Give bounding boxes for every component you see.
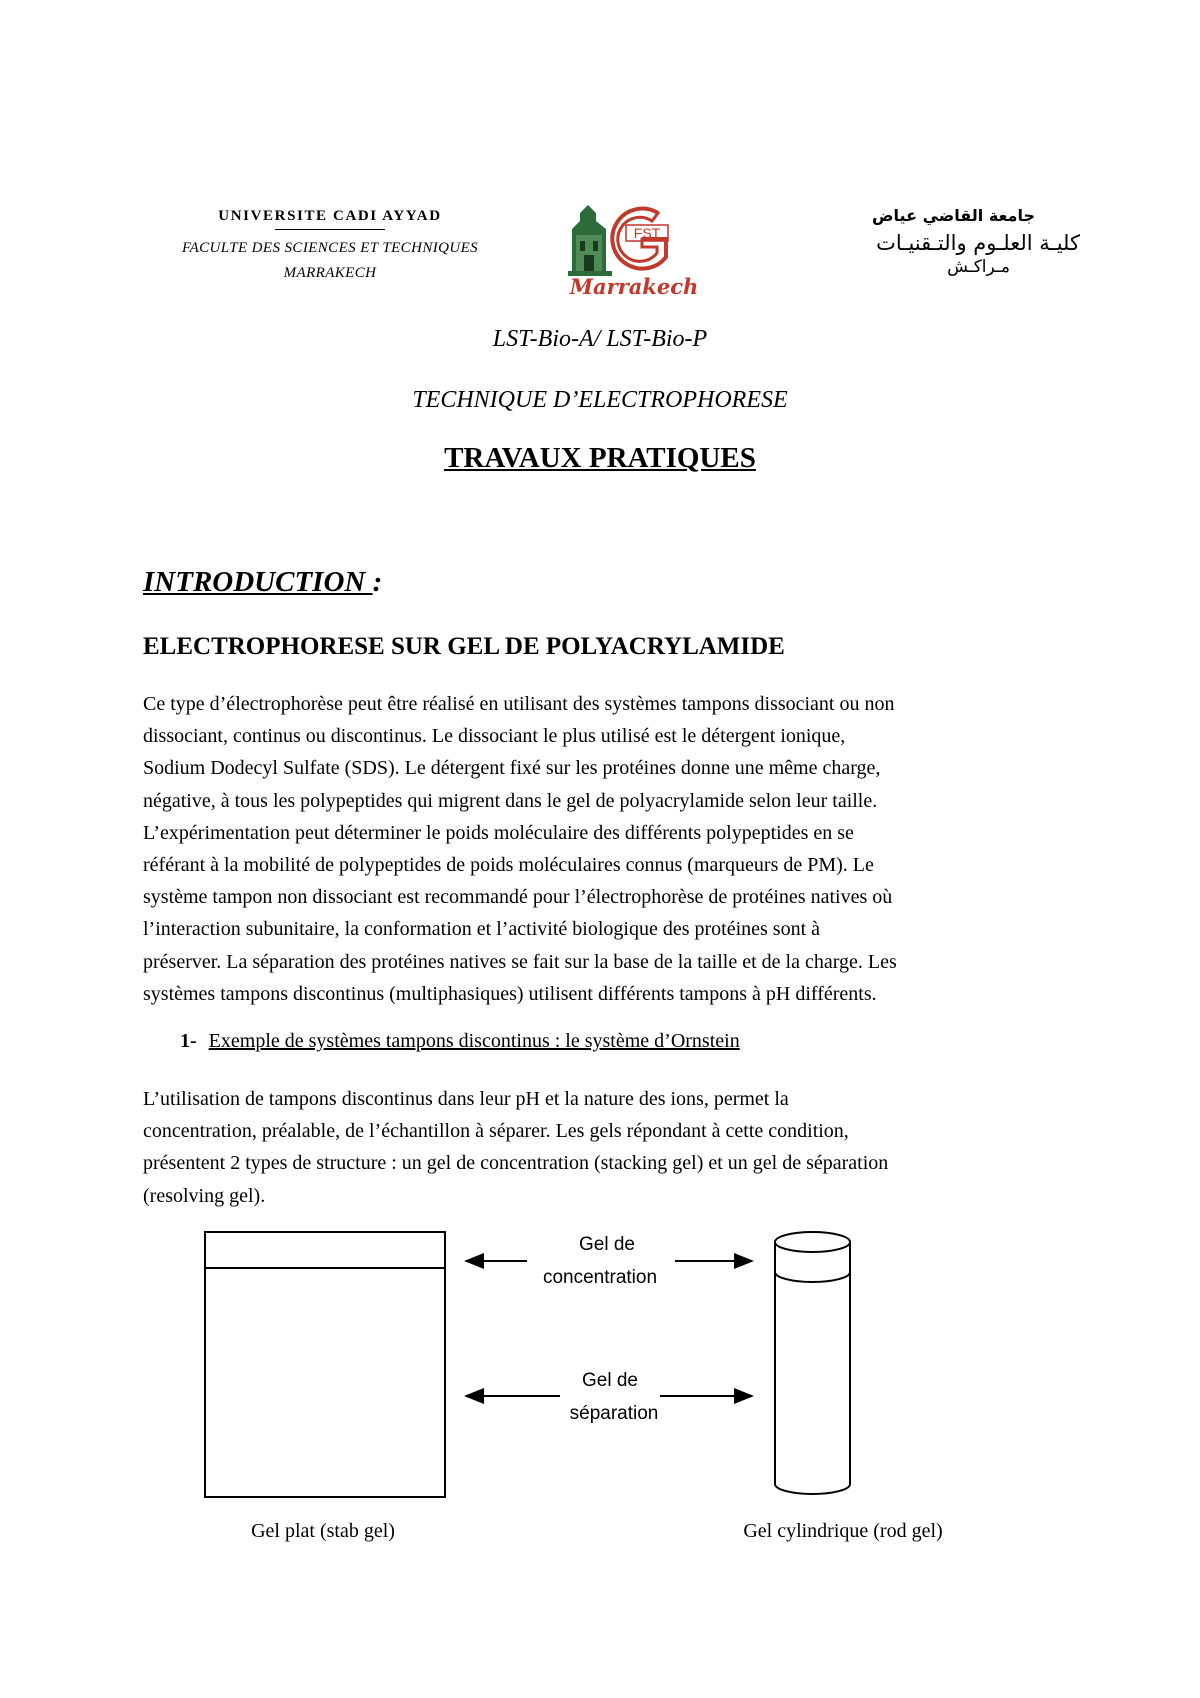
main-title: TRAVAUX PRATIQUES [444, 442, 756, 474]
rod-gel-drawing [775, 1232, 850, 1494]
paragraph-line: préserver. La séparation des protéines natives se fait sur la base de la taille et de la charge. Les [143, 950, 897, 973]
paragraph-line: L’utilisation de tampons discontinus dans leur pH et la nature des ions, permet la [143, 1088, 789, 1110]
intro-heading [143, 566, 382, 599]
paragraph-1 [143, 688, 1068, 1010]
label-gel-de-concentration: Gel de [579, 1234, 635, 1255]
paragraph-line: présentent 2 types de structure : un gel de concentration (stacking gel) et un gel de séparation [143, 1152, 889, 1175]
section-title: ELECTROPHORESE SUR GEL DE POLYACRYLAMIDE [143, 633, 785, 660]
paragraph-line: Ce type d’électrophorèse peut être réalisé en utilisant des systèmes tampons dissociant ou non [143, 693, 895, 715]
paragraph-2 [143, 1083, 1068, 1212]
intro-heading-colon: : [372, 566, 383, 598]
paragraph-line: (resolving gel). [143, 1184, 266, 1207]
university-underline [275, 229, 385, 230]
subsection-number: 1- [180, 1030, 197, 1052]
faculty-name: FACULTE DES SCIENCES ET TECHNIQUES [181, 240, 479, 256]
university-name: UNIVERSITE CADI AYYAD [218, 208, 442, 224]
paragraph-line: Sodium Dodecyl Sulfate (SDS). Le détergent fixé sur les protéines donne une même charge, [143, 757, 881, 780]
paragraph-line: système tampon non dissociant est recommandé pour l’électrophorèse de protéines natives où [143, 886, 893, 909]
program-title: LST-Bio-A/ LST-Bio-P [492, 326, 708, 352]
fst-logo-graphic [566, 195, 702, 300]
label-separation: séparation [569, 1403, 659, 1424]
faculty-city: MARRAKECH [283, 265, 377, 281]
arabic-faculty: كليـة العلـوم والتـقنيـات [876, 231, 1080, 255]
gel-diagram [0, 1220, 1200, 1650]
paragraph-line: concentration, préalable, de l’échantillon à séparer. Les gels répondant à cette condition, [143, 1120, 849, 1143]
subsection-heading [180, 1030, 740, 1053]
paragraph-line: dissociant, continus ou discontinus. Le dissociant le plus utilisé est le détergent ionique, [143, 725, 846, 748]
paragraph-line: l’interaction subunitaire, la conformation et l’activité biologique des protéines sont à [143, 918, 821, 941]
intro-heading-text: INTRODUCTION [143, 566, 373, 598]
paragraph-line: systèmes tampons discontinus (multiphasiques) utilisent différents tampons à pH différents. [143, 982, 877, 1005]
paragraph-line: négative, à tous les polypeptides qui migrent dans le gel de polyacrylamide selon leur taille. [143, 789, 878, 812]
course-title: TECHNIQUE D’ELECTROPHORESE [412, 387, 788, 413]
logo-city-text: Marrakech [569, 274, 699, 299]
rod-gel-bottom [775, 1484, 850, 1494]
label-concentration: concentration [542, 1267, 658, 1288]
slab-gel-drawing [205, 1232, 445, 1497]
paragraph-line: L’expérimentation peut déterminer le poids moléculaire des différents polypeptides en se [143, 821, 854, 844]
rod-gel-divider [775, 1272, 850, 1282]
header-left [140, 208, 520, 286]
logo-fst-text: FST [633, 225, 661, 241]
paragraph-line: référant à la mobilité de polypeptides de poids moléculaires connus (marqueurs de PM). Le [143, 854, 874, 877]
caption-slab-gel: Gel plat (stab gel) [251, 1520, 395, 1542]
rod-gel-top [775, 1232, 850, 1252]
subsection-title: Exemple de systèmes tampons discontinus : le système d’Ornstein [208, 1030, 740, 1052]
arabic-city: مـراكـش [947, 257, 1010, 277]
header-right-arabic [790, 206, 1080, 277]
fst-logo [566, 195, 702, 300]
slab-gel-outline [205, 1232, 445, 1497]
caption-rod-gel: Gel cylindrique (rod gel) [743, 1520, 943, 1542]
gel-diagram-svg [0, 1220, 1200, 1650]
arabic-university: جامعة القاضي عياض [872, 206, 1035, 225]
label-gel-de-separation: Gel de [582, 1370, 638, 1391]
